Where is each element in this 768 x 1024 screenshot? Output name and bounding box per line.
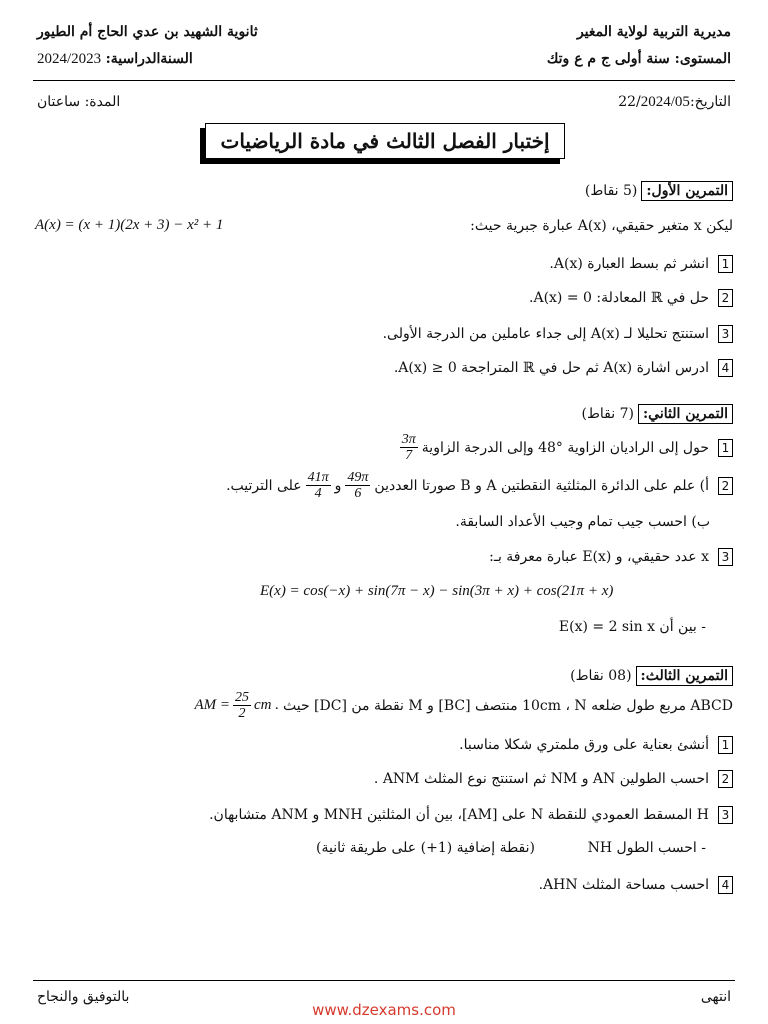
header-rule <box>33 80 735 81</box>
end-note: انتهى <box>700 989 731 1005</box>
frac-den: 6 <box>354 486 362 501</box>
frac-num: 25 <box>234 690 249 705</box>
ex2-q2a-text: أ) علم على الدائرة المثلثية النقطتين A و B صورتا العددين <box>374 477 709 494</box>
ex3-am-label: AM = <box>194 697 230 713</box>
ex1-title: التمرين الأول: <box>641 181 733 201</box>
ex1-header <box>585 181 733 201</box>
q-number: 4 <box>718 359 733 377</box>
level: المستوى: سنة أولى ج م ع وتك <box>546 51 731 67</box>
exam-title-text: إختبار الفصل الثالث في مادة الرياضيات <box>220 129 550 153</box>
ex3-am-unit: cm . <box>253 697 279 713</box>
directorate: مديرية التربية لولاية المغير <box>576 24 731 40</box>
ex1-intro-text: ليكن x متغير حقيقي، A(x) عبارة جبرية حيث: <box>470 217 733 234</box>
ex1-q2-text: حل في ℝ المعادلة: A(x) = 0. <box>529 290 709 306</box>
footer-rule <box>33 980 735 981</box>
fraction-49pi-6 <box>345 470 370 501</box>
ex3-intro <box>194 690 733 721</box>
frac-den: 2 <box>238 706 246 721</box>
school-year-label: السنةالدراسية: <box>105 51 193 67</box>
ex2-q3-text: x عدد حقيقي، و E(x) عبارة معرفة بـ: <box>489 549 709 565</box>
ex3-q3b-bonus: (نقطة إضافية (1+) على طريقة ثانية) <box>316 840 535 856</box>
ex2-q2-end: على الترتيب. <box>226 477 302 494</box>
q-number: 2 <box>718 770 733 788</box>
ex1-q4 <box>394 359 733 377</box>
ex1-q1 <box>549 255 733 273</box>
frac-den: 7 <box>405 448 413 463</box>
exam-title <box>205 123 565 159</box>
duration: المدة: ساعتان <box>37 94 121 110</box>
exam-date <box>618 94 731 111</box>
ex3-intro-text: ABCD مربع طول ضلعه 10cm ، N منتصف [BC] و M نقطة من [DC] حيث <box>282 697 733 714</box>
fraction-3pi-7 <box>400 432 418 463</box>
q-number: 3 <box>718 548 733 566</box>
q-number: 3 <box>718 806 733 824</box>
date-value: 2024/05 <box>640 94 690 110</box>
q-number: 1 <box>718 255 733 273</box>
q-number: 2 <box>718 289 733 307</box>
ex2-e-formula: E(x) = cos(−x) + sin(7π − x) − sin(3π + x) + cos(21π + x) <box>260 583 614 599</box>
ex3-title: التمرين الثالث: <box>636 666 733 686</box>
ex3-q4 <box>539 876 733 894</box>
site-link[interactable]: www.dzexams.com <box>312 1001 456 1019</box>
q-number: 3 <box>718 325 733 343</box>
ex3-q2-text: احسب الطولين AN و NM ثم استنتج نوع المثلث ANM . <box>373 771 709 787</box>
q-number: 4 <box>718 876 733 894</box>
ex2-q2a <box>226 470 733 501</box>
fraction-41pi-4 <box>306 470 331 501</box>
school-year-value: 2024/2023 <box>37 51 102 67</box>
ex1-q1-text: انشر ثم بسط العبارة A(x). <box>549 256 709 272</box>
ex3-q3 <box>209 806 733 824</box>
ex2-header <box>581 404 733 424</box>
date-label: التاريخ:22/ <box>618 94 731 110</box>
ex1-q3-text: استنتج تحليلا لـ A(x) إلى جداء عاملين من الدرجة الأولى. <box>382 326 709 342</box>
ex2-show: - بين أن E(x) = 2 sin x <box>558 619 706 635</box>
ex3-am-expr <box>194 690 279 721</box>
ex3-q1 <box>459 736 733 754</box>
ex3-q3b: - احسب الطول NH <box>587 840 706 856</box>
frac-num: 49π <box>347 470 369 485</box>
ex1-q4-text: ادرس اشارة A(x) ثم حل في ℝ المتراجحة A(x) ≥ 0. <box>393 360 709 376</box>
ex2-title: التمرين الثاني: <box>638 404 733 424</box>
ex1-points: (5 نقاط) <box>584 183 638 199</box>
frac-num: 3π <box>401 432 416 447</box>
school-year <box>37 51 193 68</box>
good-luck: بالتوفيق والنجاح <box>37 989 130 1005</box>
ex3-points: (08 نقاط) <box>570 668 632 684</box>
ex1-q2 <box>529 289 733 307</box>
ex1-intro <box>35 217 733 234</box>
frac-den: 4 <box>314 486 322 501</box>
ex2-points: (7 نقاط) <box>581 406 634 422</box>
ex2-q1-text: حول إلى الراديان الزاوية °48 وإلى الدرجة الزاوية <box>421 439 709 456</box>
school-name: ثانوية الشهيد بن عدي الحاج أم الطيور <box>37 24 258 40</box>
ex1-q3 <box>383 325 733 343</box>
ex2-q3 <box>489 548 733 566</box>
ex3-q3-text: H المسقط العمودي للنقطة N على [AM]، بين أن المثلثين MNH و ANM متشابهان. <box>209 807 709 823</box>
fraction-25-2 <box>233 690 251 721</box>
ex3-q2 <box>374 770 733 788</box>
ex3-q1-text: أنشئ بعناية على ورق ملمتري شكلا مناسبا. <box>459 737 709 753</box>
q-number: 1 <box>718 439 733 457</box>
ex3-header <box>570 666 733 686</box>
ex3-q4-text: احسب مساحة المثلث AHN. <box>538 877 709 893</box>
q-number: 2 <box>718 477 733 495</box>
ex2-q2b: ب) احسب جيب تمام وجيب الأعداد السابقة. <box>455 514 710 530</box>
q-number: 1 <box>718 736 733 754</box>
ex2-q2-and: و <box>334 477 342 494</box>
ex2-q1 <box>400 432 733 463</box>
frac-num: 41π <box>307 470 329 485</box>
ex1-intro-math: A(x) = (x + 1)(2x + 3) − x² + 1 <box>35 217 224 233</box>
